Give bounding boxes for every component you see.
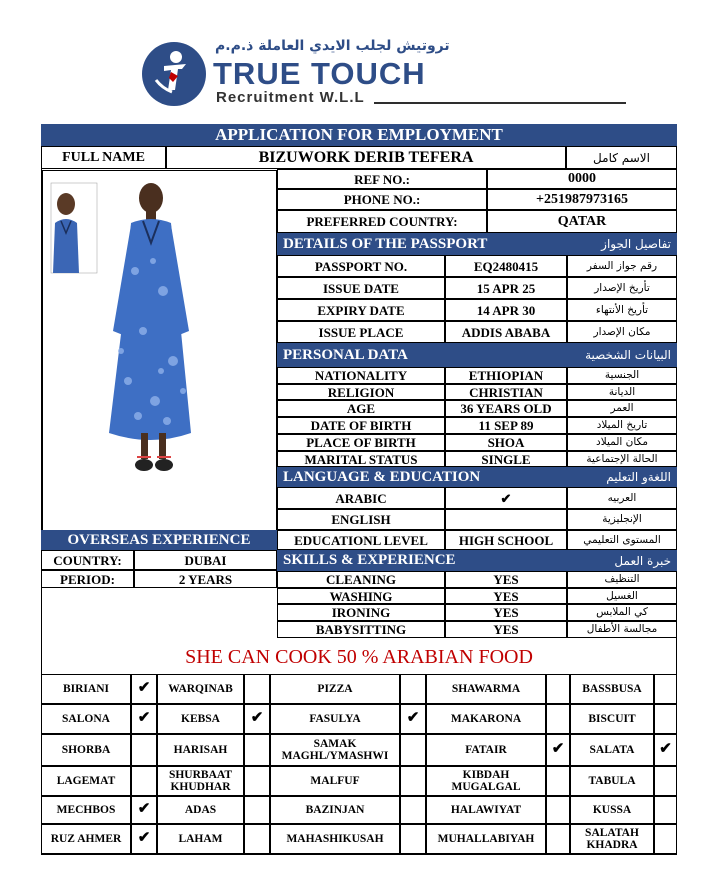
- full-name-label: FULL NAME: [41, 146, 166, 169]
- personal-row-value: ETHIOPIAN: [445, 367, 567, 384]
- dish-name: SHORBA: [41, 734, 131, 766]
- passport-row-label-arabic: تأريخ الإصدار: [567, 277, 677, 299]
- passport-row-label: ISSUE PLACE: [277, 321, 445, 343]
- dish-check-icon: ✔: [546, 734, 570, 766]
- dish-name: SAMAK MAGHL/YMASHWI: [270, 734, 400, 766]
- dish-name: MECHBOS: [41, 796, 131, 824]
- personal-row-label-arabic: الحالة الإجتماعية: [567, 451, 677, 467]
- company-name: TRUE TOUCH: [213, 56, 426, 91]
- photo-panel: [42, 170, 277, 532]
- passport-row-value: 15 APR 25: [445, 277, 567, 299]
- dish-name: MAHASHIKUSAH: [270, 824, 400, 854]
- skills-row-label: BABYSITTING: [277, 621, 445, 638]
- dish-name: BASSBUSA: [570, 674, 654, 704]
- personal-row-label: NATIONALITY: [277, 367, 445, 384]
- personal-row-label: PLACE OF BIRTH: [277, 434, 445, 451]
- dish-check-icon: [546, 824, 570, 854]
- passport-heading: DETAILS OF THE PASSPORT: [283, 235, 488, 252]
- dish-name: PIZZA: [270, 674, 400, 704]
- dish-name: BAZINJAN: [270, 796, 400, 824]
- dish-name: MUHALLABIYAH: [426, 824, 546, 854]
- dish-name: LAGEMAT: [41, 766, 131, 796]
- personal-row-value: SHOA: [445, 434, 567, 451]
- passport-row-label-arabic: رقم جواز السفر: [567, 255, 677, 277]
- dish-check-icon: [400, 766, 426, 796]
- full-name-value: BIZUWORK DERIB TEFERA: [166, 146, 566, 169]
- logo-figure-icon: [142, 42, 206, 106]
- company-subtitle: Recruitment W.L.L: [216, 89, 365, 106]
- overseas-period-value: 2 YEARS: [134, 570, 277, 588]
- language-row-value: HIGH SCHOOL: [445, 530, 567, 550]
- dish-check-icon: [546, 796, 570, 824]
- dish-check-icon: [400, 824, 426, 854]
- page-title: APPLICATION FOR EMPLOYMENT: [41, 124, 677, 146]
- dish-check-icon: [654, 796, 677, 824]
- preferred-country-value: QATAR: [487, 210, 677, 233]
- personal-row-label-arabic: مكان الميلاد: [567, 434, 677, 451]
- skills-row-label: CLEANING: [277, 571, 445, 588]
- full-name-label-arabic: الاسم كامل: [566, 146, 677, 169]
- dish-name: MALFUF: [270, 766, 400, 796]
- personal-row-label-arabic: الديانة: [567, 384, 677, 400]
- dish-check-icon: [654, 824, 677, 854]
- dish-name: FATAIR: [426, 734, 546, 766]
- language-row-label-arabic: العربيه: [567, 487, 677, 509]
- overseas-section-header: [41, 530, 277, 550]
- skills-row-label-arabic: الغسيل: [567, 588, 677, 604]
- skills-row-value: YES: [445, 621, 567, 638]
- dish-name: HALAWIYAT: [426, 796, 546, 824]
- dish-check-icon: ✔: [400, 704, 426, 734]
- passport-heading-arabic: تفاصيل الجواز: [601, 237, 671, 251]
- company-logo: [142, 42, 206, 106]
- personal-row-label-arabic: تاريخ الميلاد: [567, 417, 677, 434]
- dish-name: WARQINAB: [157, 674, 244, 704]
- dish-check-icon: [654, 674, 677, 704]
- dish-name: SALONA: [41, 704, 131, 734]
- dish-name: LAHAM: [157, 824, 244, 854]
- dish-check-icon: [244, 824, 270, 854]
- personal-row-label: MARITAL STATUS: [277, 451, 445, 467]
- dish-check-icon: [654, 766, 677, 796]
- language-row-label-arabic: المستوى التعليمي: [567, 530, 677, 550]
- personal-section-header: [277, 343, 677, 367]
- personal-row-value: 36 YEARS OLD: [445, 400, 567, 417]
- header-underline: [374, 102, 626, 104]
- dish-name: BIRIANI: [41, 674, 131, 704]
- passport-row-value: ADDIS ABABA: [445, 321, 567, 343]
- dish-name: KEBSA: [157, 704, 244, 734]
- dish-check-icon: [131, 766, 157, 796]
- personal-row-value: SINGLE: [445, 451, 567, 467]
- skills-row-label-arabic: مجالسة الأطفال: [567, 621, 677, 638]
- dish-check-icon: [654, 704, 677, 734]
- dish-name: FASULYA: [270, 704, 400, 734]
- personal-heading: PERSONAL DATA: [283, 346, 408, 363]
- personal-row-value: CHRISTIAN: [445, 384, 567, 400]
- dish-check-icon: [131, 734, 157, 766]
- applicant-photos: [43, 171, 276, 531]
- dish-check-icon: ✔: [244, 704, 270, 734]
- language-row-value: [445, 509, 567, 530]
- overseas-country-value: DUBAI: [134, 550, 277, 570]
- language-section-header: [277, 467, 677, 487]
- dish-check-icon: ✔: [131, 704, 157, 734]
- phone-label: PHONE NO.:: [277, 189, 487, 210]
- skills-row-value: YES: [445, 571, 567, 588]
- language-row-value: ✔: [445, 487, 567, 509]
- skills-row-label: IRONING: [277, 604, 445, 621]
- dish-check-icon: [400, 796, 426, 824]
- passport-row-label: PASSPORT NO.: [277, 255, 445, 277]
- dish-check-icon: ✔: [131, 674, 157, 704]
- passport-row-label-arabic: تأريخ الأنتهاء: [567, 299, 677, 321]
- personal-row-label-arabic: العمر: [567, 400, 677, 417]
- skills-row-label: WASHING: [277, 588, 445, 604]
- cooking-title: SHE CAN COOK 50 % ARABIAN FOOD: [185, 645, 533, 668]
- passport-row-label: ISSUE DATE: [277, 277, 445, 299]
- personal-row-label: DATE OF BIRTH: [277, 417, 445, 434]
- dish-check-icon: [244, 796, 270, 824]
- ref-value: 0000: [487, 169, 677, 189]
- phone-value: +251987973165: [487, 189, 677, 210]
- language-heading-arabic: اللغةو التعليم: [606, 470, 671, 484]
- personal-row-value: 11 SEP 89: [445, 417, 567, 434]
- passport-row-value: EQ2480415: [445, 255, 567, 277]
- skills-heading-arabic: خبرة العمل: [614, 553, 671, 568]
- dish-name: KIBDAH MUGALGAL: [426, 766, 546, 796]
- dish-check-icon: [244, 674, 270, 704]
- company-name-arabic: تروتيش لجلب الايدي العاملة ذ.م.م: [215, 38, 450, 54]
- dish-check-icon: [244, 734, 270, 766]
- dish-name: KUSSA: [570, 796, 654, 824]
- dish-name: SHURBAAT KHUDHAR: [157, 766, 244, 796]
- passport-row-label: EXPIRY DATE: [277, 299, 445, 321]
- overseas-period-label: PERIOD:: [41, 570, 134, 588]
- skills-row-label-arabic: كي الملابس: [567, 604, 677, 621]
- dish-name: SALATAH KHADRA: [570, 824, 654, 854]
- preferred-country-label: PREFERRED COUNTRY:: [277, 210, 487, 233]
- skills-row-value: YES: [445, 588, 567, 604]
- skills-section-header: [277, 550, 677, 571]
- dish-name: TABULA: [570, 766, 654, 796]
- passport-section-header: [277, 233, 677, 255]
- language-row-label-arabic: الإنجليزية: [567, 509, 677, 530]
- dish-name: RUZ AHMER: [41, 824, 131, 854]
- dish-check-icon: [546, 766, 570, 796]
- dish-name: SALATA: [570, 734, 654, 766]
- language-row-label: EDUCATIONL LEVEL: [277, 530, 445, 550]
- skills-row-value: YES: [445, 604, 567, 621]
- dish-name: BISCUIT: [570, 704, 654, 734]
- ref-label: REF NO.:: [277, 169, 487, 189]
- dish-name: SHAWARMA: [426, 674, 546, 704]
- language-heading: LANGUAGE & EDUCATION: [283, 468, 481, 485]
- passport-row-label-arabic: مكان الإصدار: [567, 321, 677, 343]
- dish-name: ADAS: [157, 796, 244, 824]
- personal-row-label: AGE: [277, 400, 445, 417]
- dish-name: HARISAH: [157, 734, 244, 766]
- dish-name: MAKARONA: [426, 704, 546, 734]
- passport-row-value: 14 APR 30: [445, 299, 567, 321]
- skills-heading: SKILLS & EXPERIENCE: [283, 552, 456, 568]
- language-row-label: ENGLISH: [277, 509, 445, 530]
- skills-row-label-arabic: التنظيف: [567, 571, 677, 588]
- personal-row-label-arabic: الجنسية: [567, 367, 677, 384]
- dish-check-icon: [244, 766, 270, 796]
- personal-row-label: RELIGION: [277, 384, 445, 400]
- personal-heading-arabic: البيانات الشخصية: [585, 348, 671, 362]
- dish-check-icon: [400, 734, 426, 766]
- dish-check-icon: ✔: [654, 734, 677, 766]
- dish-check-icon: [546, 704, 570, 734]
- dish-check-icon: [546, 674, 570, 704]
- dish-check-icon: ✔: [131, 824, 157, 854]
- dish-check-icon: [400, 674, 426, 704]
- dish-check-icon: ✔: [131, 796, 157, 824]
- overseas-country-label: COUNTRY:: [41, 550, 134, 570]
- overseas-heading: OVERSEAS EXPERIENCE: [67, 531, 251, 548]
- language-row-label: ARABIC: [277, 487, 445, 509]
